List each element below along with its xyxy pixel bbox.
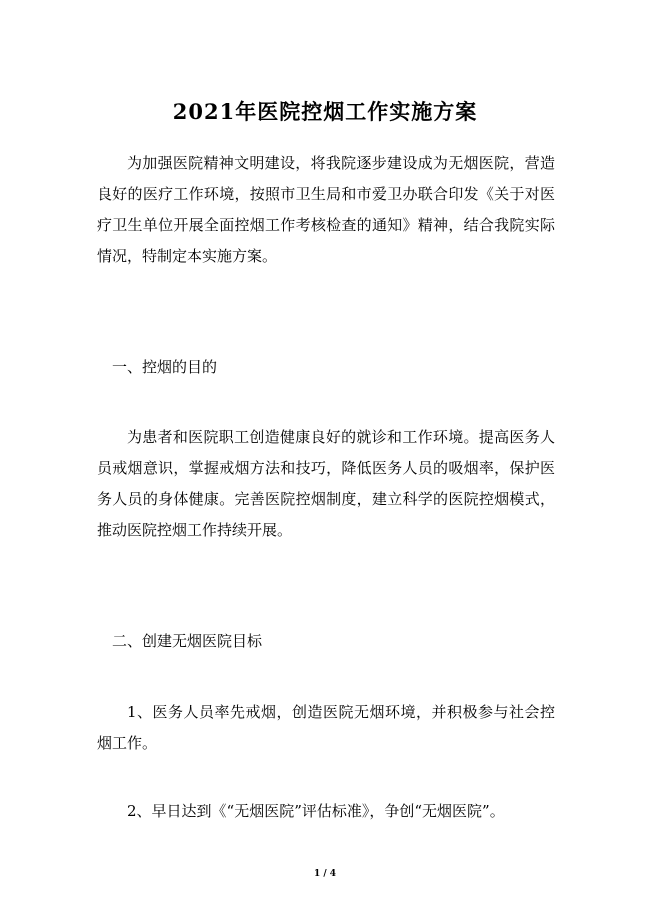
section-body-purpose: 为患者和医院职工创造健康良好的就诊和工作环境。提高医务人员戒烟意识，掌握戒烟方法和技巧，降低医务人员的吸烟率，保护医务人员的身体健康。完善医院控烟制度，建立科学的医院控烟模式，推动医院控烟工作持续开展。 xyxy=(97,428,555,539)
page-indicator: 1 / 4 xyxy=(313,869,337,879)
section-heading-goals: 二、创建无烟医院目标 xyxy=(112,632,263,650)
intro-paragraph: 为加强医院精神文明建设，将我院逐步建设成为无烟医院，营造良好的医疗工作环境，按照市卫生局和市爱卫办联合印发《关于对医疗卫生单位开展全面控烟工作考核检查的通知》精神，结合我院实际情况，特制定本实施方案。 xyxy=(97,154,555,265)
document-title: 2021年医院控烟工作实施方案 xyxy=(172,99,478,125)
goal-item-2: 2、早日达到《“无烟医院”评估标准》，争创“无烟医院”。 xyxy=(127,802,505,820)
goal-item-1: 1、医务人员率先戒烟，创造医院无烟环境，并积极参与社会控烟工作。 xyxy=(97,703,555,752)
section-heading-purpose: 一、控烟的目的 xyxy=(112,358,218,376)
